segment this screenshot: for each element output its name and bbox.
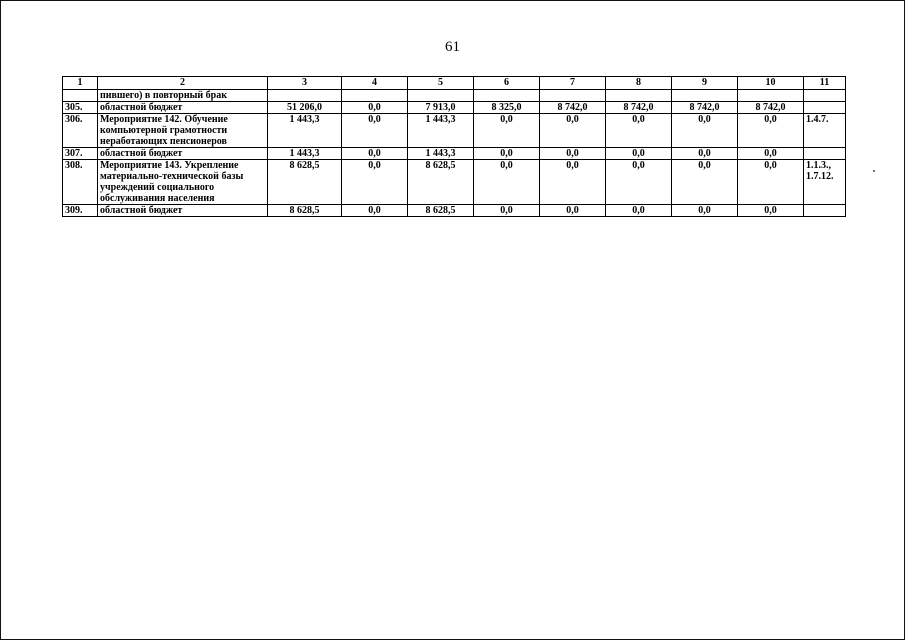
value-cell [540, 90, 606, 102]
value-cell: 0,0 [540, 160, 606, 205]
value-cell: 0,0 [606, 205, 672, 217]
row-number: 305. [63, 102, 98, 114]
value-cell: 8 325,0 [474, 102, 540, 114]
code-cell [804, 148, 846, 160]
column-header: 6 [474, 77, 540, 90]
value-cell [738, 90, 804, 102]
table-row [63, 90, 846, 102]
column-header: 2 [98, 77, 268, 90]
value-cell: 0,0 [738, 205, 804, 217]
value-cell: 8 742,0 [606, 102, 672, 114]
column-header: 3 [268, 77, 342, 90]
value-cell: 0,0 [342, 114, 408, 148]
value-cell: 1 443,3 [408, 114, 474, 148]
table-row [63, 205, 846, 217]
value-cell [408, 90, 474, 102]
header-row [63, 77, 846, 90]
code-cell [804, 205, 846, 217]
value-cell: 0,0 [474, 114, 540, 148]
row-name: областной бюджет [98, 148, 268, 160]
table-row [63, 160, 846, 205]
column-header: 1 [63, 77, 98, 90]
value-cell: 8 628,5 [268, 160, 342, 205]
value-cell: 8 742,0 [540, 102, 606, 114]
value-cell: 0,0 [342, 102, 408, 114]
table-row [63, 102, 846, 114]
value-cell [268, 90, 342, 102]
value-cell: 0,0 [606, 114, 672, 148]
scan-speck [873, 170, 875, 172]
row-number: 306. [63, 114, 98, 148]
value-cell: 8 628,5 [408, 160, 474, 205]
value-cell: 8 742,0 [672, 102, 738, 114]
value-cell: 1 443,3 [408, 148, 474, 160]
value-cell: 0,0 [672, 148, 738, 160]
column-header: 4 [342, 77, 408, 90]
value-cell [672, 90, 738, 102]
value-cell [474, 90, 540, 102]
value-cell: 1 443,3 [268, 114, 342, 148]
column-header: 11 [804, 77, 846, 90]
row-name: областной бюджет [98, 205, 268, 217]
row-name: областной бюджет [98, 102, 268, 114]
row-name: пившего) в повторный брак [98, 90, 268, 102]
value-cell: 0,0 [672, 205, 738, 217]
value-cell: 0,0 [342, 205, 408, 217]
row-number: 309. [63, 205, 98, 217]
column-header: 10 [738, 77, 804, 90]
value-cell: 0,0 [540, 148, 606, 160]
column-header: 9 [672, 77, 738, 90]
value-cell: 7 913,0 [408, 102, 474, 114]
value-cell [342, 90, 408, 102]
row-name: Мероприятие 143. Укрепление материально-технической базы учреждений социального обслуживания населения [98, 160, 268, 205]
value-cell: 0,0 [738, 148, 804, 160]
row-number: 307. [63, 148, 98, 160]
row-number: 308. [63, 160, 98, 205]
column-header: 5 [408, 77, 474, 90]
code-cell [804, 102, 846, 114]
value-cell: 0,0 [672, 114, 738, 148]
value-cell [606, 90, 672, 102]
value-cell: 51 206,0 [268, 102, 342, 114]
page-number: 61 [445, 39, 460, 55]
value-cell: 0,0 [342, 160, 408, 205]
value-cell: 0,0 [474, 160, 540, 205]
value-cell: 0,0 [474, 148, 540, 160]
value-cell: 8 628,5 [268, 205, 342, 217]
value-cell: 0,0 [672, 160, 738, 205]
column-header: 7 [540, 77, 606, 90]
row-name: Мероприятие 142. Обучение компьютерной грамотности неработающих пенсионеров [98, 114, 268, 148]
value-cell: 1 443,3 [268, 148, 342, 160]
code-cell: 1.4.7. [804, 114, 846, 148]
column-header: 8 [606, 77, 672, 90]
value-cell: 0,0 [342, 148, 408, 160]
code-cell: 1.1.3., 1.7.12. [804, 160, 846, 205]
value-cell: 0,0 [474, 205, 540, 217]
table-row [63, 114, 846, 148]
value-cell: 0,0 [606, 148, 672, 160]
row-number [63, 90, 98, 102]
value-cell: 0,0 [540, 114, 606, 148]
table-row [63, 148, 846, 160]
value-cell: 0,0 [606, 160, 672, 205]
value-cell: 0,0 [738, 160, 804, 205]
value-cell: 8 628,5 [408, 205, 474, 217]
code-cell [804, 90, 846, 102]
value-cell: 0,0 [738, 114, 804, 148]
budget-table [62, 76, 846, 217]
value-cell: 8 742,0 [738, 102, 804, 114]
value-cell: 0,0 [540, 205, 606, 217]
